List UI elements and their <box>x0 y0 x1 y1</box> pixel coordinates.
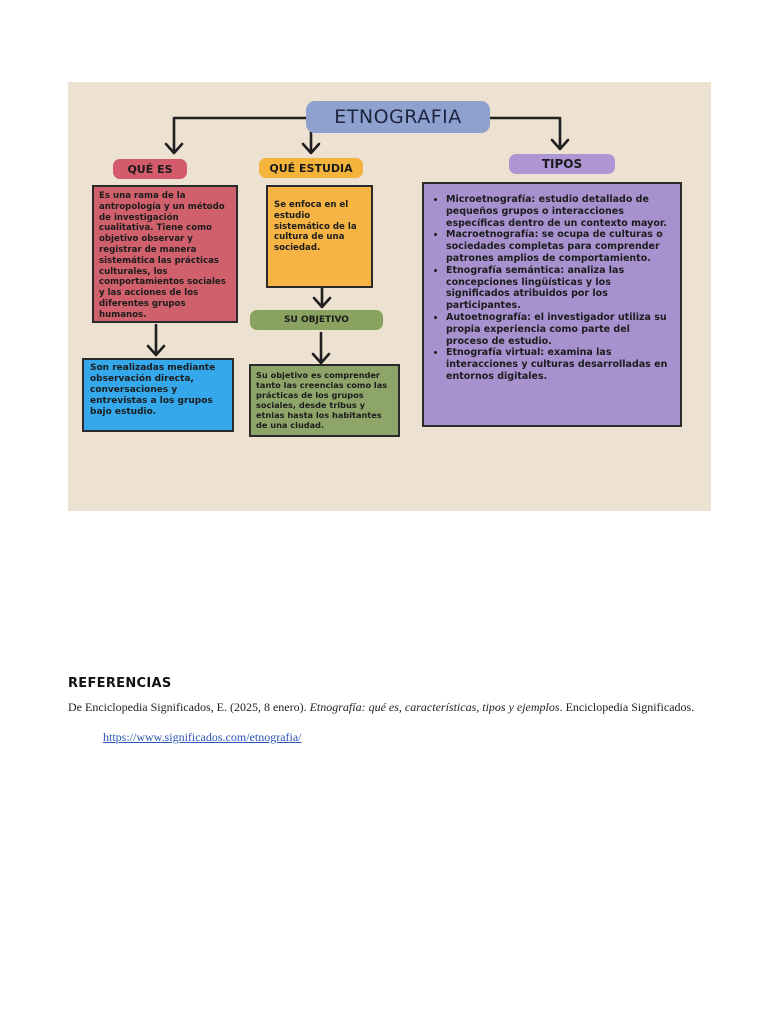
reference-link[interactable]: https://www.significados.com/etnografia/ <box>103 730 302 744</box>
reference-title: Etnografía: qué es, características, tipos y ejemplos <box>309 700 560 714</box>
arrow-to-tipos <box>490 118 560 148</box>
tipos-list <box>434 194 670 383</box>
arrow-to-que-es <box>174 118 306 152</box>
tipos-item: • Etnografía semántica: analiza las concepciones lingüísticas y los significados atribuidos por los participantes. <box>446 265 670 312</box>
references-heading: REFERENCIAS <box>68 676 172 691</box>
tipos-box <box>422 182 682 427</box>
concept-map-image <box>68 82 711 511</box>
label-tipos: TIPOS <box>509 154 615 174</box>
reference-entry <box>68 700 708 715</box>
diagram-title: ETNOGRAFIA <box>306 101 490 133</box>
metodos-box: Son realizadas mediante observación directa, conversaciones y entrevistas a los grupos bajo estudio. <box>82 358 234 432</box>
label-que-estudia: QUÉ ESTUDIA <box>259 158 363 178</box>
tipos-item: • Macroetnografía: se ocupa de culturas o sociedades completas para comprender patrones amplios de comportamiento. <box>446 229 670 264</box>
objetivo-box: Su objetivo es comprender tanto las creencias como las prácticas de los grupos sociales, desde tribus y etnias hasta los habitantes de una ciudad. <box>249 364 400 437</box>
reference-publisher: . Enciclopedia Significados. <box>559 700 695 714</box>
tipos-item: • Etnografía virtual: examina las interacciones y culturas desarrolladas en entornos digitales. <box>446 347 670 382</box>
label-que-es: QUÉ ES <box>113 159 187 179</box>
que-es-box: Es una rama de la antropología y un método de investigación cualitativa. Tiene como objetivo observar y registrar de manera sistemática las prácticas culturales, los comportamientos sociales y las acciones de los diferentes grupos humanos. <box>92 185 238 323</box>
tipos-item: • Autoetnografía: el investigador utiliza su propia experiencia como parte del proceso de estudio. <box>446 312 670 347</box>
references-section <box>68 676 708 745</box>
label-su-objetivo: SU OBJETIVO <box>250 310 383 330</box>
que-estudia-box: Se enfoca en el estudio sistemático de la cultura de una sociedad. <box>266 185 373 288</box>
tipos-item: • Microetnografía: estudio detallado de pequeños grupos o interacciones específicas dentro de un contexto mayor. <box>446 194 670 229</box>
reference-author-date: De Enciclopedia Significados, E. (2025, 8 enero). <box>68 700 310 714</box>
